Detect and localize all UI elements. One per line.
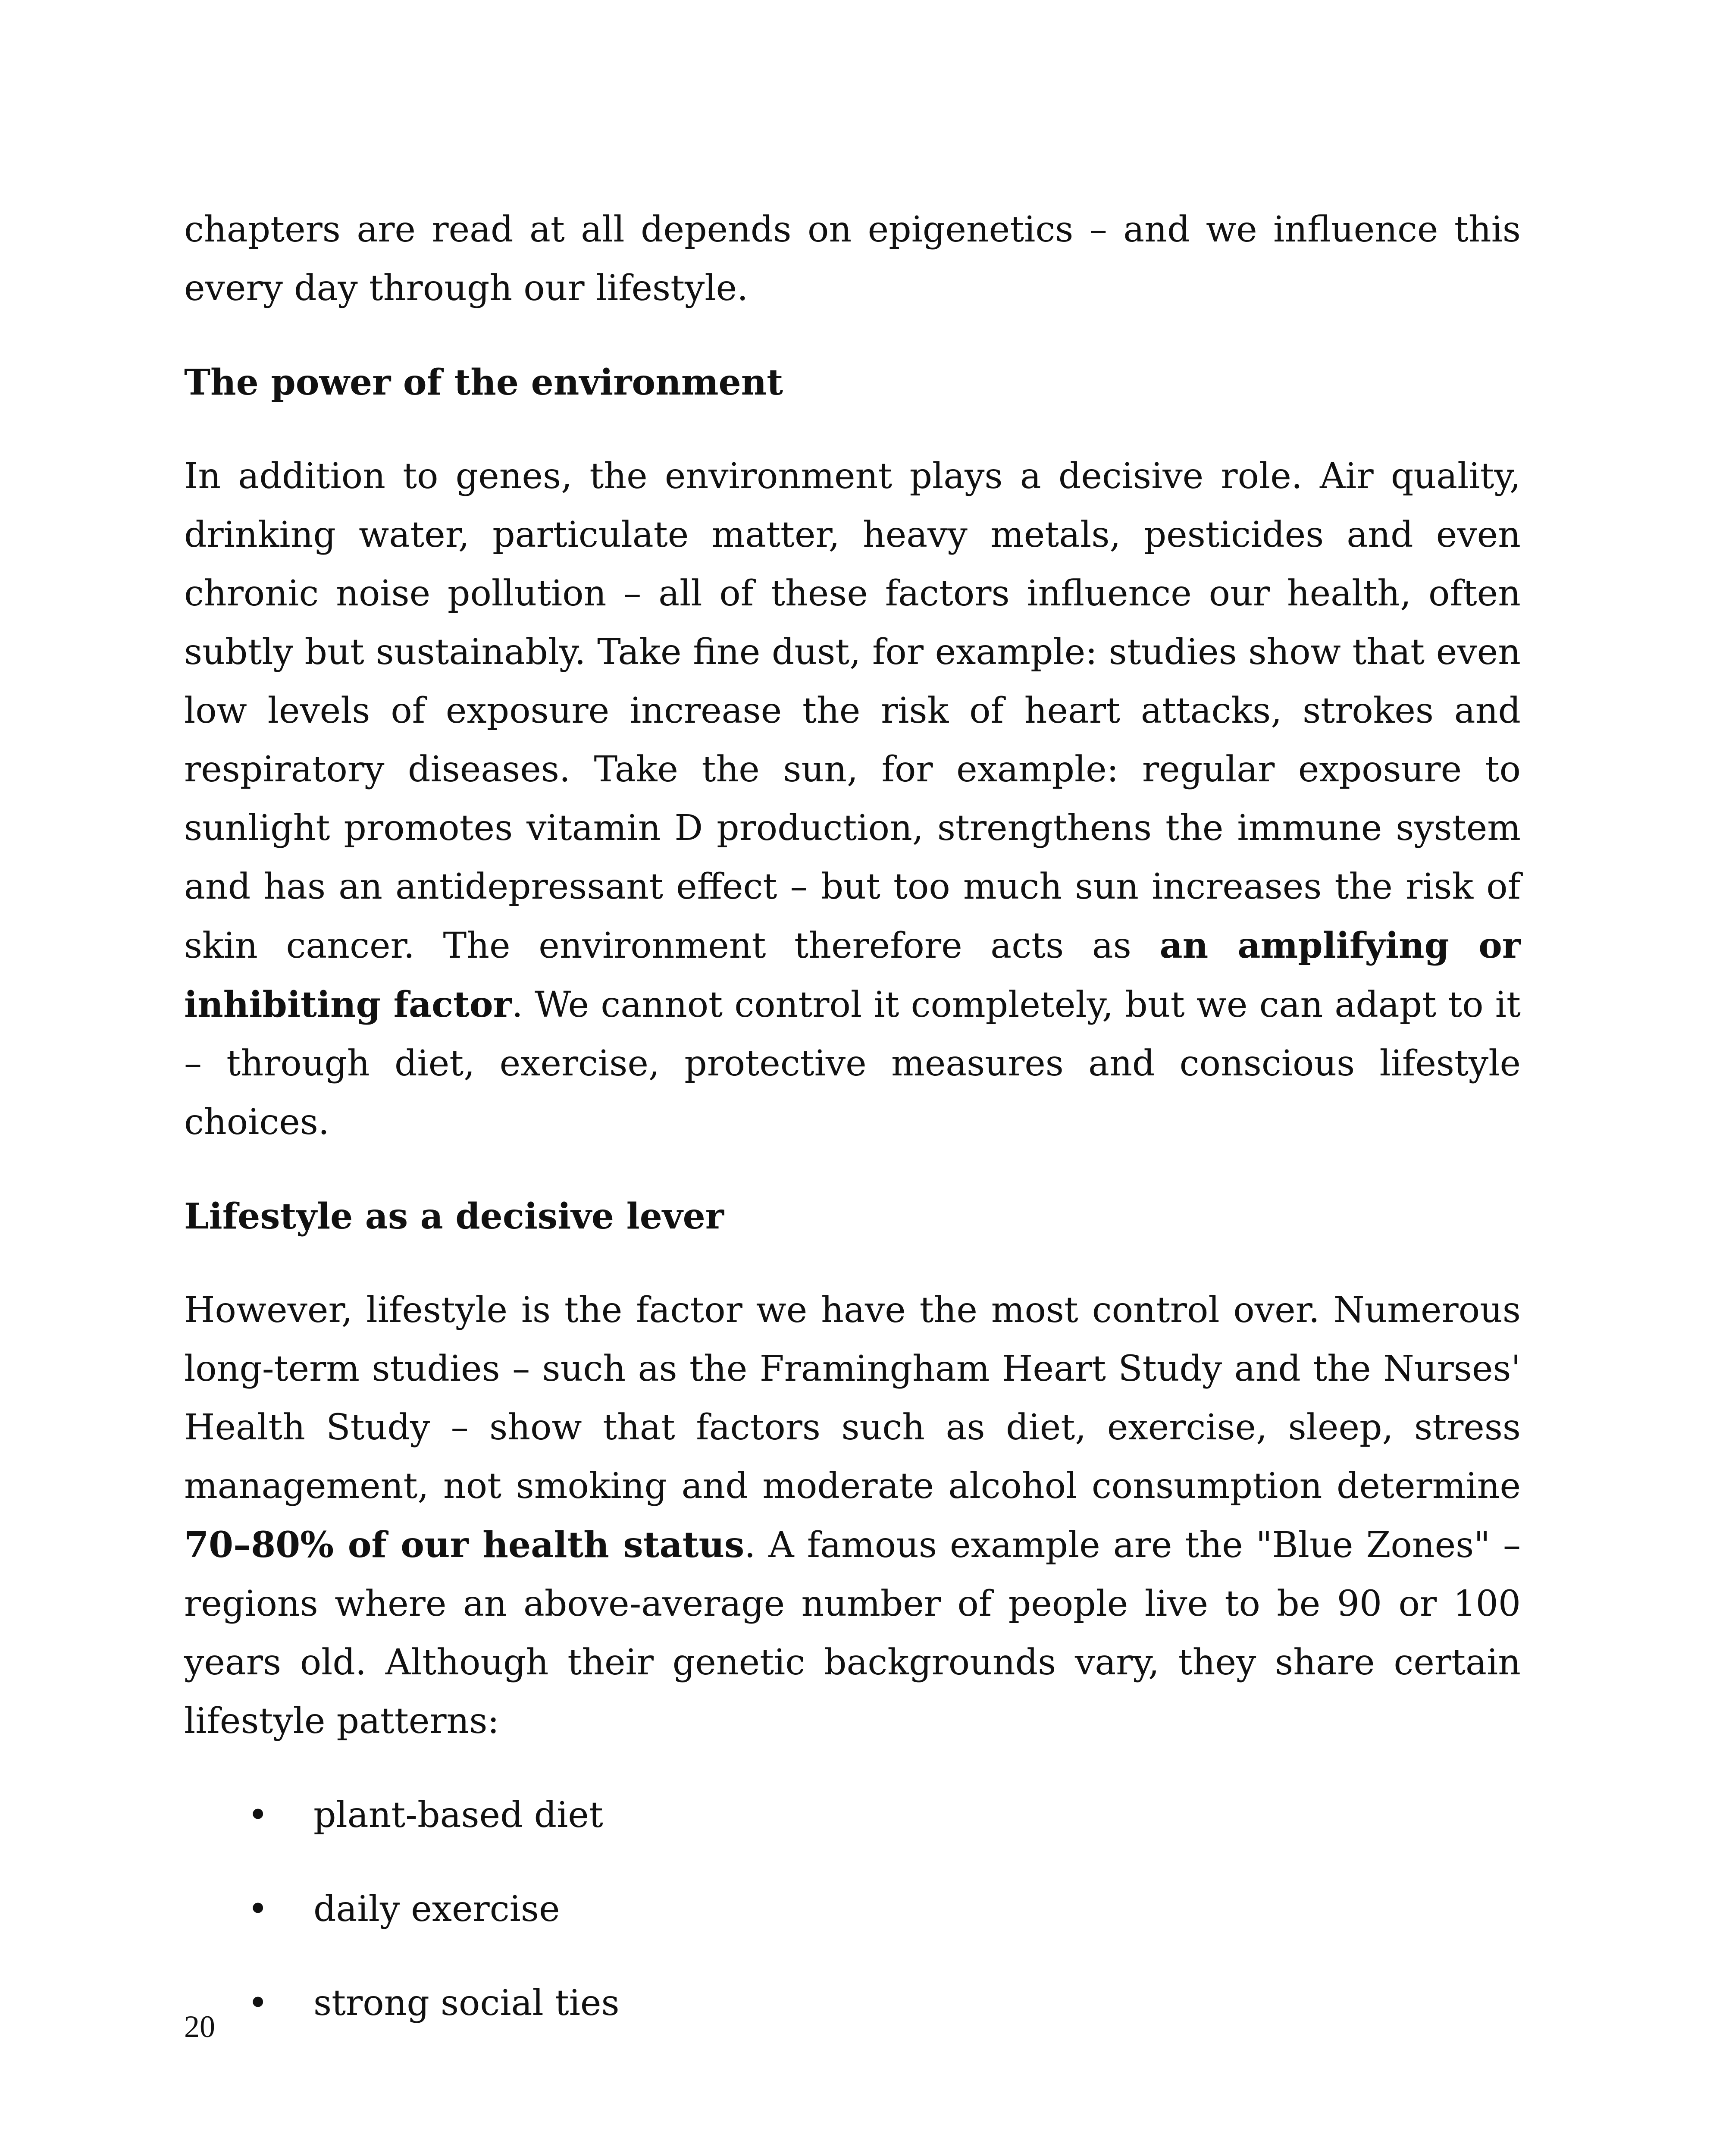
- bullet-icon: •: [247, 1983, 269, 2024]
- environment-bold-phrase: an amplifying or inhibiting factor: [184, 925, 1521, 1025]
- section-heading-lifestyle: Lifestyle as a decisive lever: [184, 1196, 724, 1237]
- bullet-icon: •: [247, 1795, 269, 1836]
- page-body: [184, 201, 1521, 2068]
- section-heading-environment: The power of the environment: [184, 362, 783, 403]
- lifestyle-bold-phrase: 70–80% of our health status: [184, 1524, 745, 1566]
- lifestyle-bullet-list: [184, 1786, 1521, 2033]
- lifestyle-text-2: . A famous example are the "Blue Zones" – regions where an above-average number of people live to be 90 or 100 years old. Although their genetic backgrounds vary, they share certain lifestyle patterns:: [184, 1525, 1521, 1742]
- spacer: [184, 1246, 1521, 1281]
- list-item: [184, 1786, 1521, 1845]
- list-item: [184, 1880, 1521, 1939]
- list-item-text: plant-based diet: [313, 1795, 603, 1836]
- environment-text-1: In addition to genes, the environment plays a decisive role. Air quality, drinking water, particulate matter, heavy metals, pesticides and even chronic noise pollution – all of these factors influence our health, often subtly but sustainably. Take fine dust, for example: studies show that even low levels of exposure increase the risk of heart attacks, strokes and respiratory diseases. Take the sun, for example: regular exposure to sunlight promotes vitamin D production, strengthens the immune system and has an antidepressant effect – but too much sun increases the risk of skin cancer. The environment therefore acts as: [184, 456, 1521, 966]
- spacer: [184, 1751, 1521, 1786]
- spacer: [184, 412, 1521, 447]
- intro-paragraph: chapters are read at all depends on epigenetics – and we influence this every day through our lifestyle.: [184, 209, 1521, 309]
- spacer: [184, 1152, 1521, 1187]
- list-item-text: strong social ties: [313, 1983, 620, 2024]
- list-item-text: daily exercise: [313, 1889, 560, 1930]
- lifestyle-text-1: However, lifestyle is the factor we have the most control over. Numerous long-term studies – such as the Framingham Heart Study and the Nurses' Health Study – show that factors such as diet, exercise, sleep, stress management, not smoking and moderate alcohol consumption determine: [184, 1290, 1521, 1507]
- lifestyle-paragraph: [184, 1281, 1521, 1751]
- bullet-icon: •: [247, 1889, 269, 1930]
- environment-text-2: . We cannot control it completely, but we can adapt to it – through diet, exercise, protective measures and conscious lifestyle choices.: [184, 984, 1521, 1143]
- environment-paragraph: [184, 447, 1521, 1152]
- spacer: [184, 318, 1521, 353]
- list-item: [184, 1974, 1521, 2033]
- page-number: 20: [184, 2009, 215, 2044]
